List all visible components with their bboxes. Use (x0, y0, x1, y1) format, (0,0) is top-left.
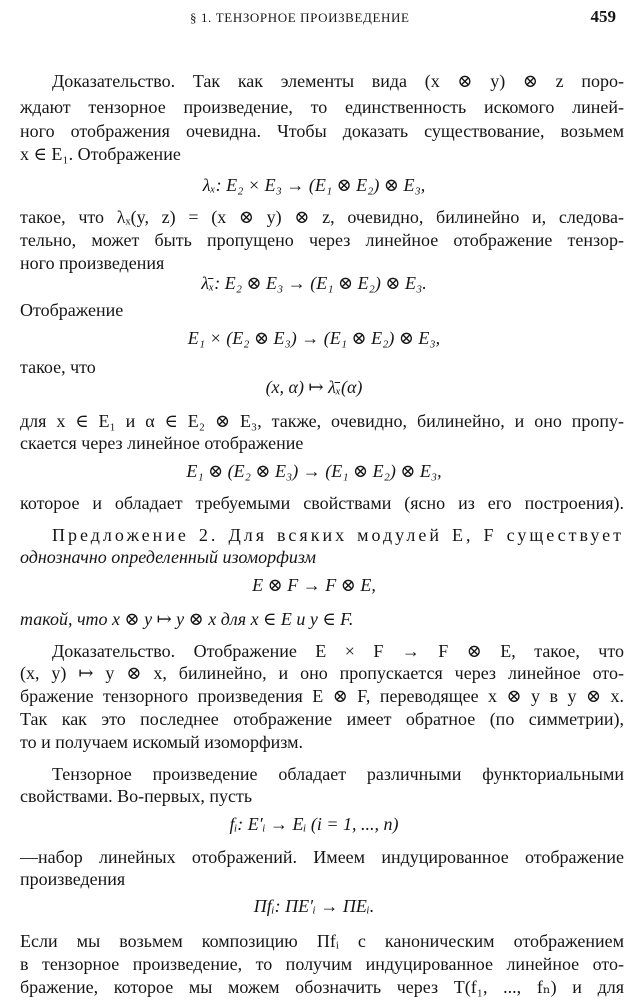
formula: E₁ ⊗ (E₂ ⊗ E₃) → (E₁ ⊗ E₂) ⊗ E₃, (186, 461, 442, 481)
formula: E₁ × (E₂ ⊗ E₃) → (E₁ ⊗ E₂) ⊗ E₃, (187, 328, 441, 348)
text-line: скается через линейное отображение (20, 433, 304, 453)
proposition-title: Предложение 2. Для всяких модулей E, F существует (52, 525, 624, 545)
formula: (x, α) ↦ λ̄ₓ(α) (265, 377, 363, 397)
text-line: —набор линейных отображений. Имеем индуцированное отображение (20, 847, 624, 867)
text-line: тельно, может быть пропущено через линейное отображение тензор- (20, 230, 624, 250)
text-line: ждают тензорное произведение, то единственность искомого линей- (20, 97, 624, 117)
text-line: Если мы возьмем композицию Πfᵢ с каноническим отображением (20, 931, 624, 951)
text-line: ного отображения очевидна. Чтобы доказать существование, возьмем (20, 121, 624, 141)
formula: fᵢ: E′ᵢ → Eᵢ (i = 1, ..., n) (229, 814, 399, 834)
page-number: 459 (590, 7, 616, 26)
text-line: такой, что x ⊗ y ↦ y ⊗ x для x ∈ E и y ∈ F. (20, 609, 354, 629)
text-line: ного произведения (20, 253, 165, 273)
text-line: Так как это последнее отображение имеет обратное (по симметрии), (20, 709, 624, 729)
formula: λₓ: E₂ × E₃ → (E₁ ⊗ E₂) ⊗ E₃, (202, 175, 426, 195)
text-line: x ∈ E₁. Отображение (20, 144, 181, 164)
text-line: Отображение (20, 300, 124, 320)
text-line: (x, y) ↦ y ⊗ x, билинейно, и оно пропускается через линейное ото- (20, 663, 624, 683)
text-line: Доказательство. Так как элементы вида (x ⊗ y) ⊗ z поро- (52, 71, 624, 91)
running-head: § 1. ТЕНЗОРНОЕ ПРОИЗВЕДЕНИЕ (190, 10, 410, 25)
formula: Πfᵢ: ΠE′ᵢ → ΠEᵢ. (253, 896, 375, 916)
formula: E ⊗ F → F ⊗ E, (252, 575, 376, 595)
text-line: то и получаем искомый изоморфизм. (20, 732, 304, 752)
text-line: Тензорное произведение обладает различными функториальными (52, 764, 624, 784)
text-line: бражение тензорного произведения E ⊗ F, переводящее x ⊗ y в y ⊗ x. (20, 686, 624, 706)
text-line: в тензорное произведение, то получим индуцированное линейное ото- (20, 954, 624, 974)
text-line: для x ∈ E₁ и α ∈ E₂ ⊗ E₃, также, очевидно, билинейно, и оно пропу- (20, 411, 624, 431)
text-line: свойствами. Во-первых, пусть (20, 786, 253, 806)
text-line: произведения (20, 869, 126, 889)
text-line: бражение, которое мы можем обозначить через T(f₁, ..., fₙ) и для (20, 977, 624, 997)
page-header (0, 6, 628, 28)
text-line: которое и обладает требуемыми свойствами (ясно из его построения). (20, 493, 624, 513)
text-line: Доказательство. Отображение E × F → F ⊗ E, такое, что (52, 641, 624, 661)
text-line: такое, что λₓ(y, z) = (x ⊗ y) ⊗ z, очевидно, билинейно и, следова- (20, 207, 624, 227)
formula: λ̄ₓ: E₂ ⊗ E₃ → (E₁ ⊗ E₂) ⊗ E₃. (201, 273, 427, 293)
text-line: однозначно определенный изоморфизм (20, 547, 316, 567)
text-line: такое, что (20, 357, 96, 377)
